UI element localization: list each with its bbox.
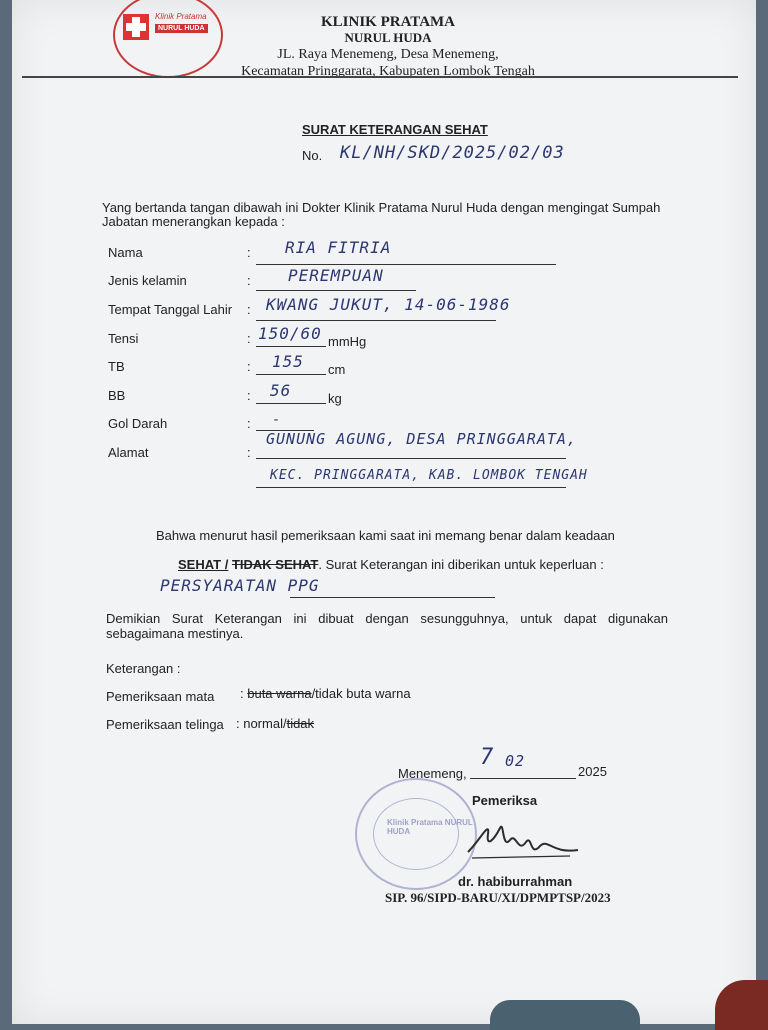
tb-value: 155 (272, 352, 304, 371)
date-month: 02 (505, 752, 526, 770)
tensi-unit: mmHg (328, 334, 367, 349)
bb-colon: : (247, 388, 251, 403)
logo-text-2: NURUL HUDA (155, 24, 208, 33)
tb-label: TB (108, 359, 125, 374)
keperluan-line (290, 597, 495, 598)
telinga-struck: tidak (286, 716, 315, 731)
closing-text: Demikian Surat Keterangan ini dibuat dengan sesungguhnya, untuk dapat digunakan sebagaimana mestinya. (106, 611, 668, 641)
tensi-label: Tensi (108, 331, 139, 346)
statement-2 (178, 557, 604, 572)
background-object (490, 1000, 640, 1030)
jk-value: PEREMPUAN (288, 266, 384, 285)
alamat-label: Alamat (108, 445, 149, 460)
doctor-signature (460, 810, 580, 870)
statement-2-rest: . Surat Keterangan ini diberikan untuk keperluan : (318, 557, 604, 572)
alamat-line-1 (256, 458, 566, 459)
ttl-label: Tempat Tanggal Lahir (108, 302, 233, 317)
jk-label: Jenis kelamin (108, 273, 187, 288)
intro-text: Yang bertanda tangan dibawah ini Dokter Klinik Pratama Nurul Huda dengan mengingat Sumpah Jabatan menerangkan kepada : (102, 200, 661, 229)
tb-colon: : (247, 359, 251, 374)
alamat-line-2 (256, 487, 566, 488)
header-divider (22, 76, 738, 78)
document-title: SURAT KETERANGAN SEHAT (302, 122, 488, 137)
date-day: 7 (480, 745, 495, 770)
tensi-value: 150/60 (258, 324, 322, 343)
clinic-sub: NURUL HUDA (344, 30, 432, 45)
tb-line (256, 374, 326, 375)
alamat-colon: : (247, 445, 251, 460)
jk-line (256, 290, 416, 291)
logo-text-1: Klinik Pratama (155, 12, 207, 21)
pemeriksa-label: Pemeriksa (472, 793, 538, 808)
date-year: 2025 (578, 764, 607, 779)
date-line (470, 778, 576, 779)
bb-line (256, 403, 326, 404)
nama-value: RIA FITRIA (285, 238, 392, 257)
statement-1: Bahwa menurut hasil pemeriksaan kami saat ini memang benar dalam keadaan (156, 528, 615, 543)
mata-value: : buta warna/tidak buta warna (240, 686, 411, 701)
tb-unit: cm (328, 362, 346, 377)
address-line-2: Kecamatan Pringgarata, Kabupaten Lombok Tengah (241, 64, 535, 79)
sehat-text: SEHAT / (178, 557, 229, 572)
tensi-line (256, 346, 326, 347)
nama-colon: : (247, 245, 251, 260)
telinga-value (236, 716, 314, 731)
alamat-value-2: KEC. PRINGGARATA, KAB. LOMBOK TENGAH (270, 468, 588, 483)
alamat-value-1: GUNUNG AGUNG, DESA PRINGGARATA, (266, 430, 577, 448)
jk-colon: : (247, 273, 251, 288)
sip-number: SIP. 96/SIPD-BARU/XI/DPMPTSP/2023 (385, 890, 611, 905)
telinga-normal: : normal/ (236, 716, 287, 731)
keperluan-value: PERSYARATAN PPG (160, 576, 320, 595)
telinga-label: Pemeriksaan telinga (106, 717, 224, 732)
nama-line (256, 264, 556, 265)
number-value: KL/NH/SKD/2025/02/03 (340, 143, 565, 163)
place-label: Menemeng, (398, 766, 467, 781)
number-label: No. (302, 148, 323, 163)
bb-value: 56 (270, 381, 292, 400)
nama-label: Nama (108, 245, 143, 260)
stamp-text: Klinik Pratama NURUL HUDA (387, 818, 473, 836)
ttl-line (256, 320, 496, 321)
bb-unit: kg (328, 391, 342, 406)
gol-label: Gol Darah (108, 416, 168, 431)
address-line-1: JL. Raya Menemeng, Desa Menemeng, (277, 47, 499, 62)
tensi-colon: : (247, 331, 251, 346)
keterangan-label: Keterangan : (106, 661, 181, 676)
gol-value: - (272, 412, 282, 428)
doctor-name: dr. habiburrahman (458, 874, 573, 889)
ttl-colon: : (247, 302, 251, 317)
tidak-sehat-text: TIDAK SEHAT (231, 557, 319, 572)
gol-colon: : (247, 416, 251, 431)
bb-label: BB (108, 388, 126, 403)
ttl-value: KWANG JUKUT, 14-06-1986 (266, 295, 511, 314)
mata-label: Pemeriksaan mata (106, 689, 215, 704)
red-cross-icon (123, 14, 149, 40)
mata-rest: /tidak buta warna (311, 686, 411, 701)
mata-struck: buta warna (247, 686, 312, 701)
clinic-name: KLINIK PRATAMA (320, 14, 456, 30)
